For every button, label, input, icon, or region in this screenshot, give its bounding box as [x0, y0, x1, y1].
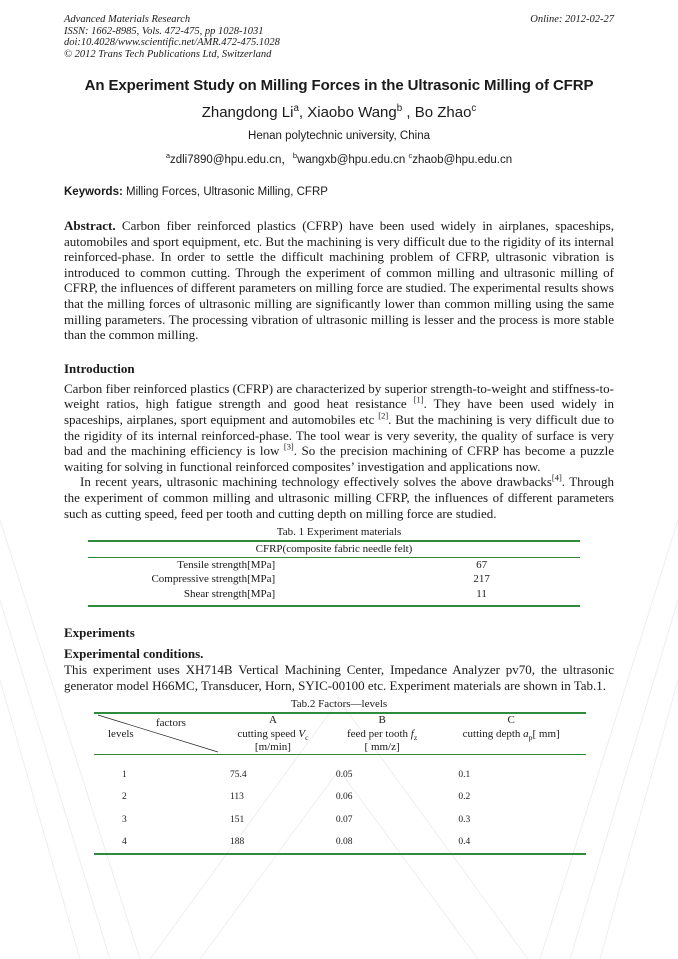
factor-symbol: V: [298, 727, 306, 740]
email-list: [64, 151, 614, 167]
value-cell: 75.4: [230, 769, 247, 780]
citation-ref[interactable]: [2]: [378, 410, 389, 421]
introduction-paragraph-2: [64, 474, 614, 521]
factor-unit-inline: [ mm]: [532, 727, 560, 740]
value-cell: 0.05: [335, 769, 353, 780]
author-affiliation-mark: b: [396, 103, 403, 114]
table-row: [94, 786, 586, 809]
value-cell: 113: [230, 792, 244, 803]
citation-ref[interactable]: [4]: [551, 472, 562, 483]
author-name: Bo Zhao: [414, 104, 472, 121]
abstract-text: Carbon fiber reinforced plastics (CFRP) have been used widely in airplanes, spaceships, automobiles and sport equipment, etc. But the machining is very difficult due to the rigidity of its internal reinforced-phase. In order to settle the difficult machining problem of CFRP, ultrasonic vibration is introduced to common cutting. Through the experiment of common milling and ultrasonic milling of CFRP, the influences of different parameters on milling force are studied. The experimental results shows that the milling forces of ultrasonic milling are significantly lower than common milling using the same milling parameters. The processing vibration of ultrasonic milling is lesser and the process is more stable than the common milling.: [64, 218, 614, 343]
introduction-paragraph-1: [64, 381, 614, 475]
doi-line[interactable]: doi:10.4028/www.scientific.net/AMR.472-475.1028: [64, 37, 280, 48]
author-name: Zhangdong Li: [201, 104, 294, 121]
value-cell: 0.4: [436, 831, 586, 855]
text-run: Carbon fiber reinforced plastics (CFRP) are characterized by superior strength-to-weight and stiffness-to-weight ratios, high fatigue strength and good heat resistance: [64, 380, 614, 412]
section-heading-introduction: Introduction: [64, 360, 135, 376]
table1-caption: Tab. 1 Experiment materials: [276, 526, 402, 539]
factor-subscript: c: [305, 732, 309, 742]
table-row: [94, 831, 586, 855]
value-cell: 188: [218, 831, 328, 855]
email-address[interactable]: zdli7890@hpu.edu.cn，: [169, 154, 293, 166]
value-cell: 217: [473, 573, 490, 586]
corner-levels-label: levels: [108, 728, 134, 741]
factor-symbol: a: [523, 727, 529, 740]
value-cell: 11: [383, 587, 580, 607]
email-mark: a: [165, 151, 170, 161]
value-cell: 0.06: [335, 792, 353, 803]
table-row: [88, 587, 580, 607]
factor-letter: C: [436, 713, 586, 727]
table-header-cell: CFRP(composite fabric needle felt): [88, 541, 580, 557]
author-separator: ,: [402, 104, 415, 121]
table-row: [88, 557, 580, 572]
section-heading-experiments: Experiments: [64, 625, 135, 641]
factor-unit: [436, 741, 586, 755]
email-mark: b: [292, 151, 298, 161]
property-cell: Compressive strength[MPa]: [151, 573, 276, 586]
value-cell: 67: [476, 558, 488, 571]
value-cell: 0.2: [458, 792, 471, 803]
factor-subscript: p: [528, 732, 533, 742]
citation-ref[interactable]: [1]: [413, 395, 424, 406]
property-cell: Shear strength[MPa]: [88, 587, 383, 607]
value-cell: 151: [230, 814, 245, 825]
keywords-label: Keywords:: [64, 186, 123, 198]
text-run: . Through the experiment of common milling and ultrasonic milling CFRP, the influences of different parameters such as cutting speed, feed per tooth and cutting depth on milling force are studied.: [64, 474, 614, 521]
level-cell: 3: [122, 814, 127, 825]
paper-title: An Experiment Study on Milling Forces in the Ultrasonic Milling of CFRP: [84, 77, 594, 94]
abstract-label: Abstract.: [64, 218, 116, 233]
journal-header: [64, 14, 614, 60]
factor-label-text: cutting depth: [462, 727, 524, 740]
author-list: [64, 104, 614, 121]
factor-label: [436, 728, 586, 741]
subsection-heading: Experimental conditions.: [64, 646, 204, 662]
email-mark: c: [408, 151, 413, 161]
value-cell: 0.08: [328, 831, 436, 855]
table-row: [88, 572, 580, 587]
factor-symbol: f: [410, 727, 414, 740]
table-factors-levels: [94, 712, 586, 855]
factor-label-text: feed per tooth: [346, 727, 411, 740]
property-cell: Tensile strength[MPa]: [177, 558, 276, 571]
corner-factors-label: factors: [156, 717, 186, 730]
author-name: Xiaobo Wang: [307, 104, 397, 121]
table-row: [94, 808, 586, 831]
table-row: [94, 755, 586, 786]
abstract: [64, 218, 614, 343]
experiments-paragraph: This experiment uses XH714B Vertical Machining Center, Impedance Analyzer pv70, the ultrasonic generator model H66MC, Transducer, Horn, SYIC-00100 etc. Experiment materials are shown in Tab.1.: [64, 662, 614, 693]
level-cell: 2: [122, 792, 127, 803]
value-cell: 0.3: [458, 814, 471, 825]
copyright-line: © 2012 Trans Tech Publications Ltd, Switzerland: [64, 48, 272, 60]
value-cell: 0.07: [335, 814, 353, 825]
citation-ref[interactable]: [3]: [283, 441, 294, 452]
value-cell: 0.1: [458, 769, 471, 780]
email-address[interactable]: wangxb@hpu.edu.cn: [297, 154, 409, 166]
keywords-text: Milling Forces, Ultrasonic Milling, CFRP: [122, 186, 328, 198]
table-header-row: [88, 541, 580, 557]
factor-label: [328, 728, 436, 741]
table-header-row: [94, 713, 586, 727]
author-affiliation-mark: c: [471, 103, 477, 114]
table-experiment-materials: [88, 540, 580, 607]
factor-label-text: cutting speed: [237, 727, 299, 740]
factor-unit: [m/min]: [218, 741, 328, 755]
author-separator: ,: [298, 104, 308, 121]
level-cell: 1: [122, 769, 127, 780]
affiliation: Henan polytechnic university, China: [248, 130, 430, 142]
paper-page: [64, 14, 614, 855]
level-cell: 4: [94, 831, 218, 855]
factor-unit: [ mm/z]: [328, 741, 436, 755]
factor-label: [218, 728, 328, 741]
text-run: In recent years, ultrasonic machining technology effectively solves the above drawbacks: [80, 474, 552, 490]
online-date: Online: 2012-02-27: [530, 14, 614, 25]
keywords: [64, 186, 614, 198]
issn-line: ISSN: 1662-8985, Vols. 472-475, pp 1028-1031: [64, 25, 264, 37]
author-affiliation-mark: a: [293, 103, 299, 114]
diagonal-corner-cell: [94, 713, 218, 755]
text-run: . They have been used widely in spaceships, airplanes, sport equipment and automobiles etc: [64, 396, 614, 427]
factor-subscript: z: [413, 732, 418, 742]
email-address[interactable]: zhaob@hpu.edu.cn: [412, 154, 513, 166]
journal-name: Advanced Materials Research: [64, 14, 191, 25]
text-run: . So the precision machining of CFRP has become a puzzle waiting for solving in functional reinforced composites’ investigation and applications now.: [64, 443, 614, 474]
text-run: . But the machining is very difficult due to the rigidity of its internal reinforced-phase. The tool wear is very severity, the quality of surface is very bad and the machining efficiency is low: [64, 411, 614, 459]
factor-letter: A: [218, 713, 328, 727]
factor-letter: B: [328, 713, 436, 727]
table2-caption: Tab.2 Factors—levels: [290, 698, 388, 711]
